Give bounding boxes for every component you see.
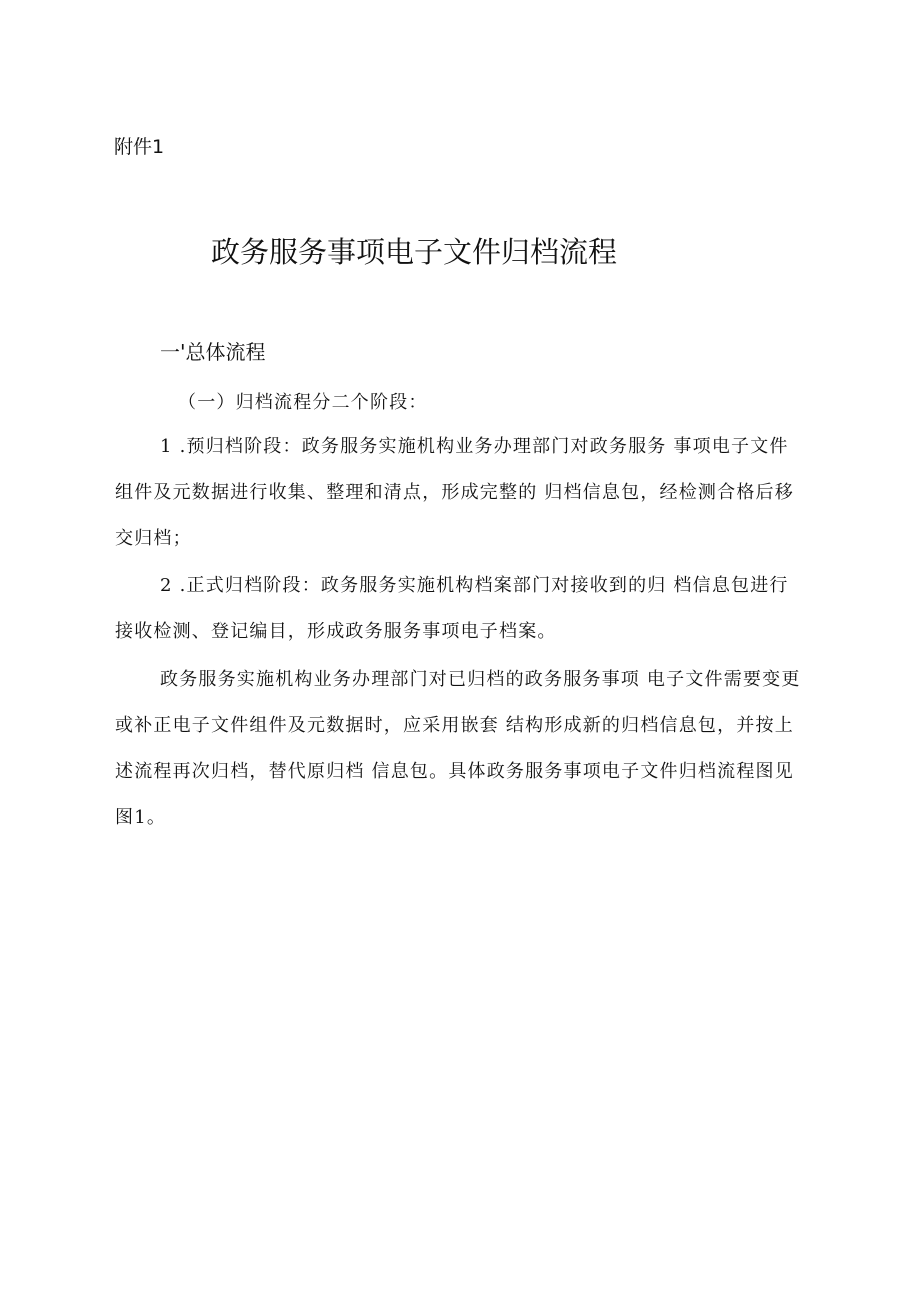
paragraph-line: 组件及元数据进行收集、整理和清点，形成完整的 归档信息包，经检测合格后移 <box>115 482 794 503</box>
paragraph-line: 接收检测、登记编目，形成政务服务事项电子档案。 <box>115 621 557 642</box>
paragraph-line: 述流程再次归档，替代原归档 信息包。具体政务服务事项电子文件归档流程图见 <box>115 761 794 782</box>
paragraph-change-correction <box>115 657 837 841</box>
paragraph-line: 图1。 <box>115 807 167 828</box>
attachment-label: 附件1 <box>114 136 165 158</box>
paragraph-line: 政务服务实施机构业务办理部门对已归档的政务服务事项 电子文件需要变更 <box>160 669 801 690</box>
paragraph-line: 1 .预归档阶段：政务服务实施机构业务办理部门对政务服务 事项电子文件 <box>160 436 789 457</box>
paragraph-line: 2 .正式归档阶段：政务服务实施机构档案部门对接收到的归 档信息包进行 <box>160 575 789 596</box>
subheading: （一）归档流程分二个阶段： <box>178 392 428 413</box>
paragraph-line: 或补正电子文件组件及元数据时，应采用嵌套 结构形成新的归档信息包，并按上 <box>115 715 794 736</box>
paragraph-formal-archiving <box>115 563 837 655</box>
paragraph-line: 交归档； <box>115 528 192 549</box>
paragraph-pre-archiving <box>115 424 837 562</box>
document-title: 政务服务事项电子文件归档流程 <box>210 235 617 269</box>
section-heading: 一'总体流程 <box>160 340 266 364</box>
